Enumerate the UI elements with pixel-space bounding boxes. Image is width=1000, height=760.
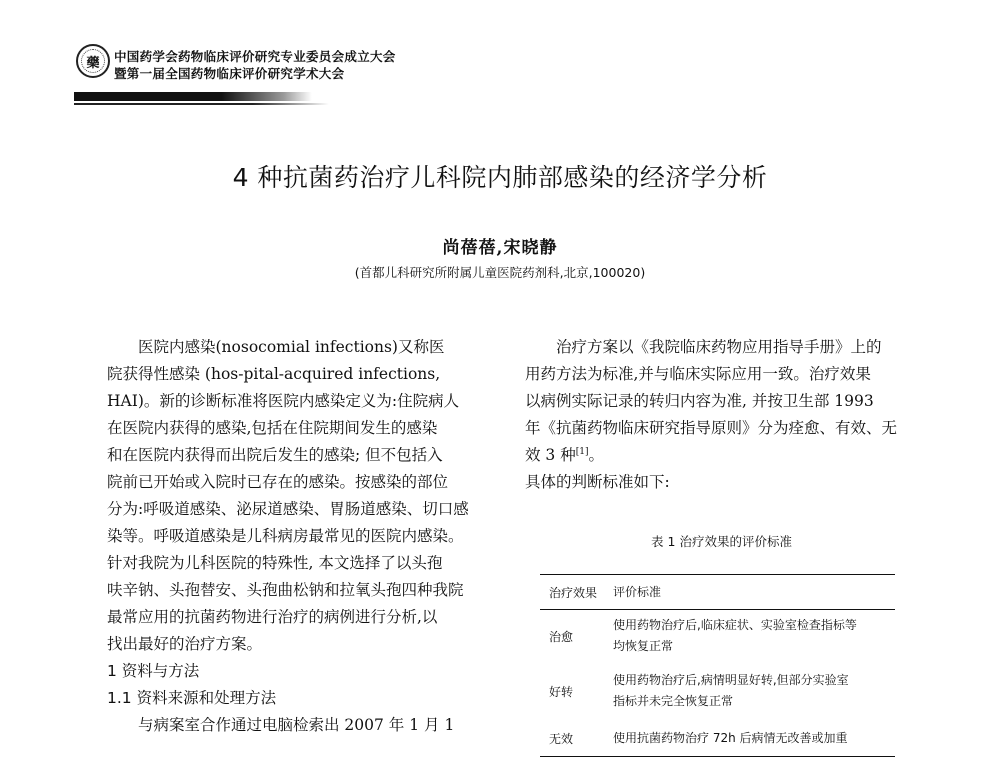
paragraph-line: 用药方法为标准,并与临床实际应用一致。治疗效果 xyxy=(525,365,871,383)
criteria-line: 使用药物治疗后,病情明显好转,但部分实验室 xyxy=(613,673,849,687)
criteria-line: 指标并未完全恢复正常 xyxy=(613,694,734,708)
paragraph-line: 最常应用的抗菌药物进行治疗的病例进行分析,以 xyxy=(107,608,438,626)
section-heading: 1 资料与方法 xyxy=(107,662,200,680)
table-cell-effect: 无效 xyxy=(549,731,574,746)
criteria-table xyxy=(540,574,895,757)
table-row xyxy=(540,720,895,756)
paragraph-line: 染等。呼吸道感染是儿科病房最常见的医院内感染。 xyxy=(107,527,464,545)
table-header-cell: 评价标准 xyxy=(613,584,662,599)
paragraph-line: 针对我院为儿科医院的特殊性, 本文选择了以头孢 xyxy=(107,554,443,572)
table-row xyxy=(540,662,895,720)
table-cell-effect: 治愈 xyxy=(549,629,574,644)
paragraph-line: 年《抗菌药物临床研究指导原则》分为痊愈、有效、无 xyxy=(525,419,898,437)
table-cell-effect: 好转 xyxy=(549,684,574,699)
table-cell-criteria xyxy=(613,615,895,657)
table-cell-criteria xyxy=(613,670,895,712)
table-header-cell: 治疗效果 xyxy=(549,585,598,600)
paragraph-line: 呋辛钠、头孢替安、头孢曲松钠和拉氧头孢四种我院 xyxy=(107,581,464,599)
paragraph-line xyxy=(525,445,918,465)
paragraph-line: 以病例实际记录的转归内容为准, 并按卫生部 1993 xyxy=(525,392,874,410)
table-cell-criteria xyxy=(613,728,895,749)
criteria-line: 使用药物治疗后,临床症状、实验室检查指标等 xyxy=(613,618,857,632)
criteria-line: 均恢复正常 xyxy=(613,639,674,653)
paragraph-line: 分为:呼吸道感染、泌尿道感染、胃肠道感染、切口感 xyxy=(107,500,469,518)
table-header-row xyxy=(540,575,895,610)
subsection-heading: 1.1 资料来源和处理方法 xyxy=(107,689,277,707)
table-row xyxy=(540,610,895,662)
paragraph-line: 医院内感染(nosocomial infections)又称医 xyxy=(138,338,445,356)
header-rule-thick xyxy=(74,92,312,101)
paragraph-line: 院获得性感染 (hos-pital-acquired infections, xyxy=(107,365,441,383)
article-authors: 尚蓓蓓,宋晓静 xyxy=(442,238,558,258)
article-title: 4 种抗菌药治疗儿科院内肺部感染的经济学分析 xyxy=(232,163,768,192)
society-logo xyxy=(76,44,110,78)
paragraph-line: HAI)。新的诊断标准将医院内感染定义为:住院病人 xyxy=(107,392,460,410)
paragraph-line: 与病案室合作通过电脑检索出 2007 年 1 月 1 xyxy=(138,716,455,734)
citation-ref: [1] xyxy=(575,446,589,457)
paragraph-line: 在医院内获得的感染,包括在住院期间发生的感染 xyxy=(107,419,438,437)
paragraph-text: 。 xyxy=(588,446,604,464)
header-rule-thin xyxy=(74,103,329,105)
table-caption: 表 1 治疗效果的评价标准 xyxy=(651,534,792,549)
conference-title-line2: 暨第一届全国药物临床评价研究学术大会 xyxy=(114,66,345,81)
conference-title-line1: 中国药学会药物临床评价研究专业委员会成立大会 xyxy=(114,49,396,64)
paragraph-line: 和在医院内获得而出院后发生的感染; 但不包括入 xyxy=(107,446,443,464)
paragraph-line: 找出最好的治疗方案。 xyxy=(107,635,263,653)
criteria-line: 使用抗菌药物治疗 72h 后病情无改善或加重 xyxy=(613,730,848,745)
paragraph-text: 效 3 种 xyxy=(525,446,576,464)
paragraph-line: 治疗方案以《我院临床药物应用指导手册》上的 xyxy=(556,338,882,356)
paragraph-line: 院前已开始或入院时已存在的感染。按感染的部位 xyxy=(107,473,449,491)
author-affiliation: (首都儿科研究所附属儿童医院药剂科,北京,100020) xyxy=(354,265,646,280)
logo-glyph: 藥 xyxy=(86,55,100,71)
paragraph-line: 具体的判断标准如下: xyxy=(525,473,670,491)
